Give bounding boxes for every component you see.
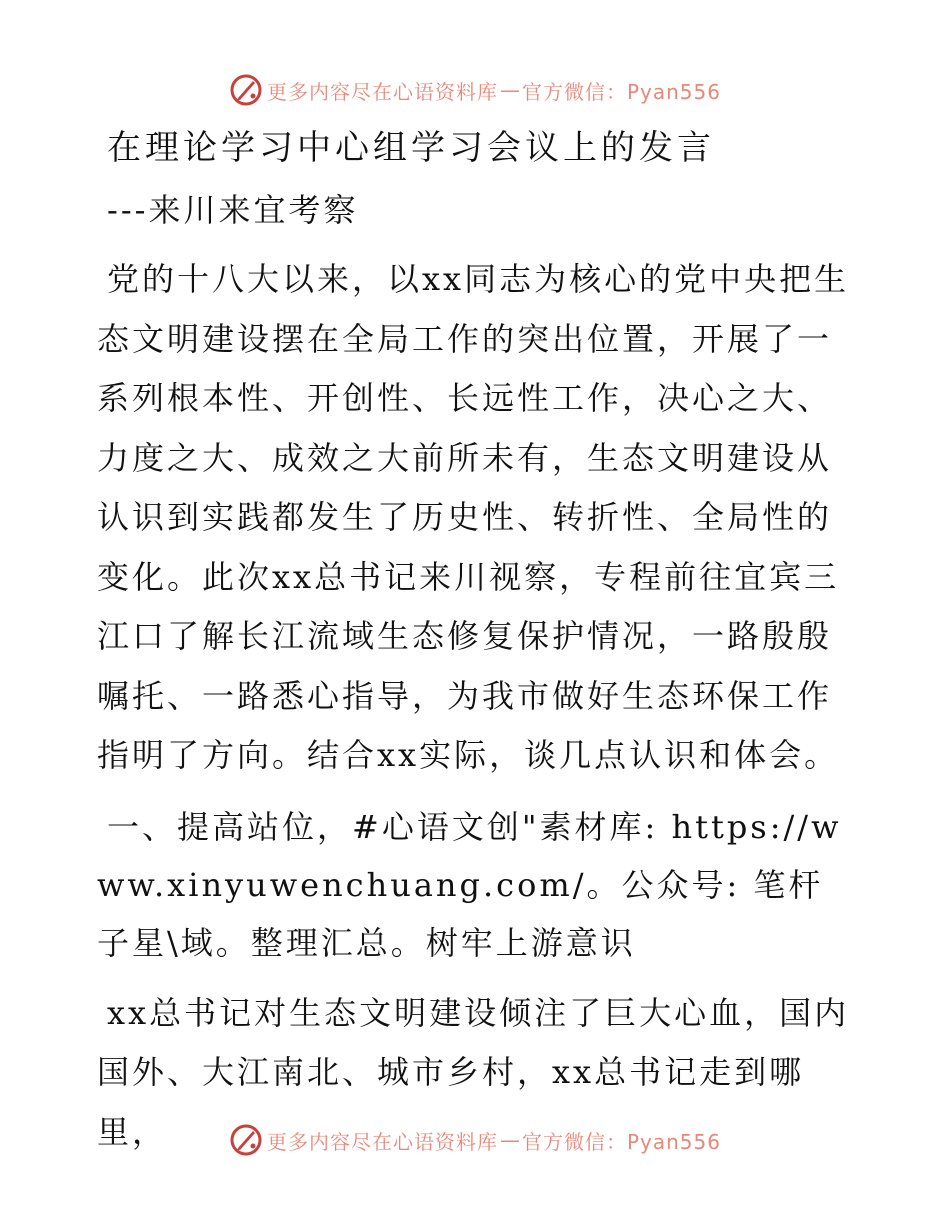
- watermark-banner-bottom: [0, 1122, 950, 1158]
- quill-seal-icon: [229, 73, 263, 107]
- document-title: 在理论学习中心组学习会议上的发言: [107, 128, 715, 168]
- watermark-official: 官方微信：Pyan556: [521, 79, 721, 104]
- paragraph-body: xx总书记对生态文明建设倾注了巨大心血，国内国外、大江南北、城市乡村，xx总书记走到哪里，: [97, 993, 850, 1151]
- watermark-text: 更多内容尽在心语资料库: [266, 1129, 498, 1154]
- document-body: [97, 120, 857, 1172]
- watermark-official: 官方微信：Pyan556: [521, 1129, 721, 1154]
- watermark-separator: —: [499, 1128, 520, 1152]
- watermark-banner-top: [0, 72, 950, 108]
- paragraph-section-heading: 一、提高站位，#心语文创"素材库: https://www.xinyuwenchuang.com/。公众号: 笔杆子星\域。整理汇总。树牢上游意识: [97, 807, 842, 962]
- paragraph-intro: 党的十八大以来，以xx同志为核心的党中央把生态文明建设摆在全局工作的突出位置，开展了一系列根本性、开创性、长远性工作，决心之大、力度之大、成效之大前所未有，生态文明建设从认识到实践都发生了历史性、转折性、全局性的变化。此次xx总书记来川视察，专程前往宜宾三江口了解长江流域生态修复保护情况，一路殷殷嘱托、一路悉心指导，为我市做好生态环保工作指明了方向。结合xx实际，谈几点认识和体会。: [97, 260, 850, 774]
- watermark-text: 更多内容尽在心语资料库: [266, 79, 498, 104]
- document-subtitle: ---来川来宜考察: [107, 191, 359, 229]
- quill-seal-icon: [229, 1123, 263, 1157]
- watermark-separator: —: [499, 78, 520, 102]
